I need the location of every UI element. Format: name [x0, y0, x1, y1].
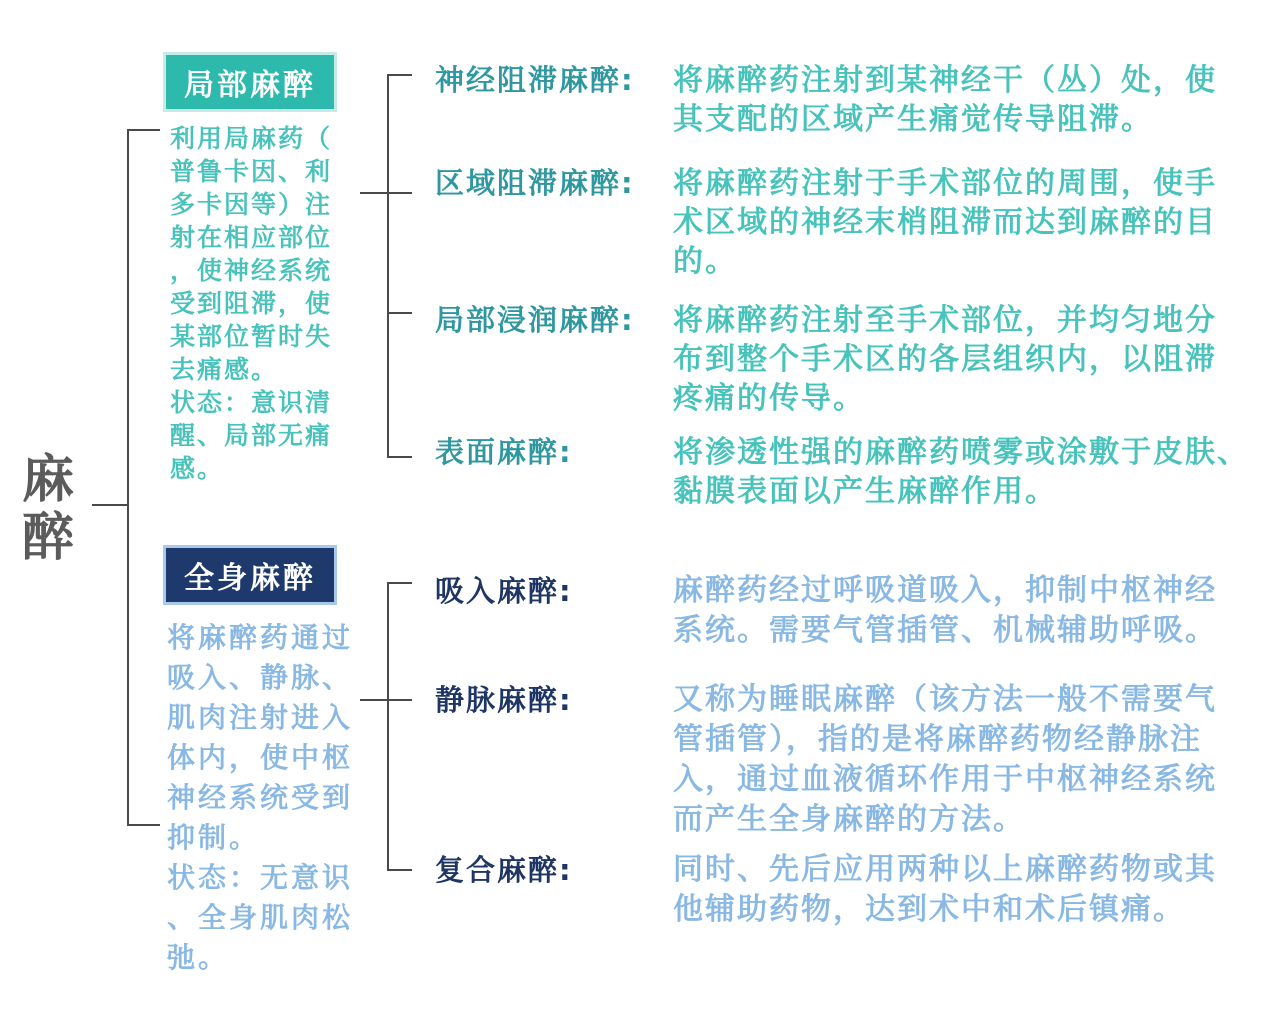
method-text-line: 布到整个手术区的各层组织内，以阻滞 [673, 342, 1217, 377]
general-anesthesia-title: 全身麻醉 [163, 545, 337, 605]
description-line: 状态：无意识 [167, 861, 354, 894]
method-text-line: 的。 [673, 244, 737, 279]
method-text-line: 又称为睡眠麻醉（该方法一般不需要气 [673, 682, 1217, 717]
description-line: 某部位暂时失 [170, 322, 333, 351]
method-text-line: 将麻醉药注射于手术部位的周围，使手 [673, 166, 1217, 201]
method-text-line: 他辅助药物，达到术中和术后镇痛。 [673, 892, 1185, 927]
method-combined [435, 850, 1275, 927]
description-line: 去痛感。 [170, 355, 279, 384]
method-text-line: 黏膜表面以产生麻醉作用。 [673, 474, 1057, 509]
method-text-line: 入，通过血液循环作用于中枢神经系统 [673, 762, 1217, 797]
root-char: 麻 [22, 450, 75, 510]
description-line: 抑制。 [167, 821, 261, 854]
description-line: 多卡因等）注 [170, 190, 333, 219]
description-line: 射在相应部位 [170, 223, 333, 252]
root-node [22, 451, 74, 567]
method-text [673, 850, 1275, 930]
method-label: 吸入麻醉: [435, 574, 573, 608]
method-text-line: 术区域的神经末梢阻滞而达到麻醉的目 [673, 205, 1217, 240]
method-infiltration [435, 301, 1275, 416]
description-line: 神经系统受到 [167, 781, 354, 814]
description-line: 利用局麻药（ [170, 124, 333, 153]
root-char: 醉 [22, 508, 75, 568]
description-line: 吸入、静脉、 [167, 661, 354, 694]
local-anesthesia-title: 局部麻醉 [163, 52, 337, 112]
method-text-line: 麻醉药经过呼吸道吸入，抑制中枢神经 [673, 573, 1217, 608]
general-anesthesia-description [167, 618, 353, 978]
method-text-line: 将渗透性强的麻醉药喷雾或涂敷于皮肤、 [673, 435, 1249, 470]
method-text-line: 管插管），指的是将麻醉药物经静脉注 [673, 722, 1202, 757]
method-text [673, 164, 1275, 281]
description-line: 普鲁卡因、利 [170, 157, 333, 186]
description-line: 状态：意识清 [170, 388, 333, 417]
method-label: 区域阻滞麻醉: [435, 166, 635, 200]
general-bracket [388, 583, 412, 870]
description-line: 醒、局部无痛 [170, 421, 333, 450]
method-text [673, 61, 1275, 139]
method-intravenous [435, 680, 1275, 837]
method-regional-block [435, 164, 1275, 279]
method-label: 局部浸润麻醉: [435, 303, 635, 337]
description-line: ，使神经系统 [170, 256, 333, 285]
method-text [673, 680, 1275, 840]
method-nerve-block [435, 61, 1275, 137]
method-label: 复合麻醉: [435, 853, 573, 887]
description-line: 受到阻滞，使 [170, 289, 333, 318]
method-label: 表面麻醉: [435, 435, 573, 469]
method-text-line: 同时、先后应用两种以上麻醉药物或其 [673, 852, 1217, 887]
local-anesthesia-description [170, 122, 332, 485]
method-inhalation [435, 571, 1275, 648]
description-line: 感。 [170, 454, 225, 483]
method-text-line: 而产生全身麻醉的方法。 [673, 802, 1025, 837]
local-bracket [388, 75, 412, 457]
description-line: 、全身肌肉松 [167, 901, 354, 934]
method-label: 静脉麻醉: [435, 683, 573, 717]
description-line: 体内，使中枢 [167, 741, 354, 774]
method-text [673, 571, 1275, 651]
method-text-line: 系统。需要气管插管、机械辅助呼吸。 [673, 613, 1217, 648]
description-line: 肌肉注射进入 [167, 701, 354, 734]
method-text [673, 433, 1275, 511]
method-label: 神经阻滞麻醉: [435, 63, 635, 97]
description-line: 弛。 [167, 941, 230, 974]
main-bracket [128, 130, 160, 825]
method-text-line: 将麻醉药注射到某神经干（丛）处，使 [673, 63, 1217, 98]
method-text-line: 将麻醉药注射至手术部位，并均匀地分 [673, 303, 1217, 338]
description-line: 将麻醉药通过 [167, 621, 354, 654]
method-text-line: 疼痛的传导。 [673, 381, 865, 416]
method-surface [435, 433, 1275, 509]
method-text-line: 其支配的区域产生痛觉传导阻滞。 [673, 102, 1153, 137]
method-text [673, 301, 1275, 418]
